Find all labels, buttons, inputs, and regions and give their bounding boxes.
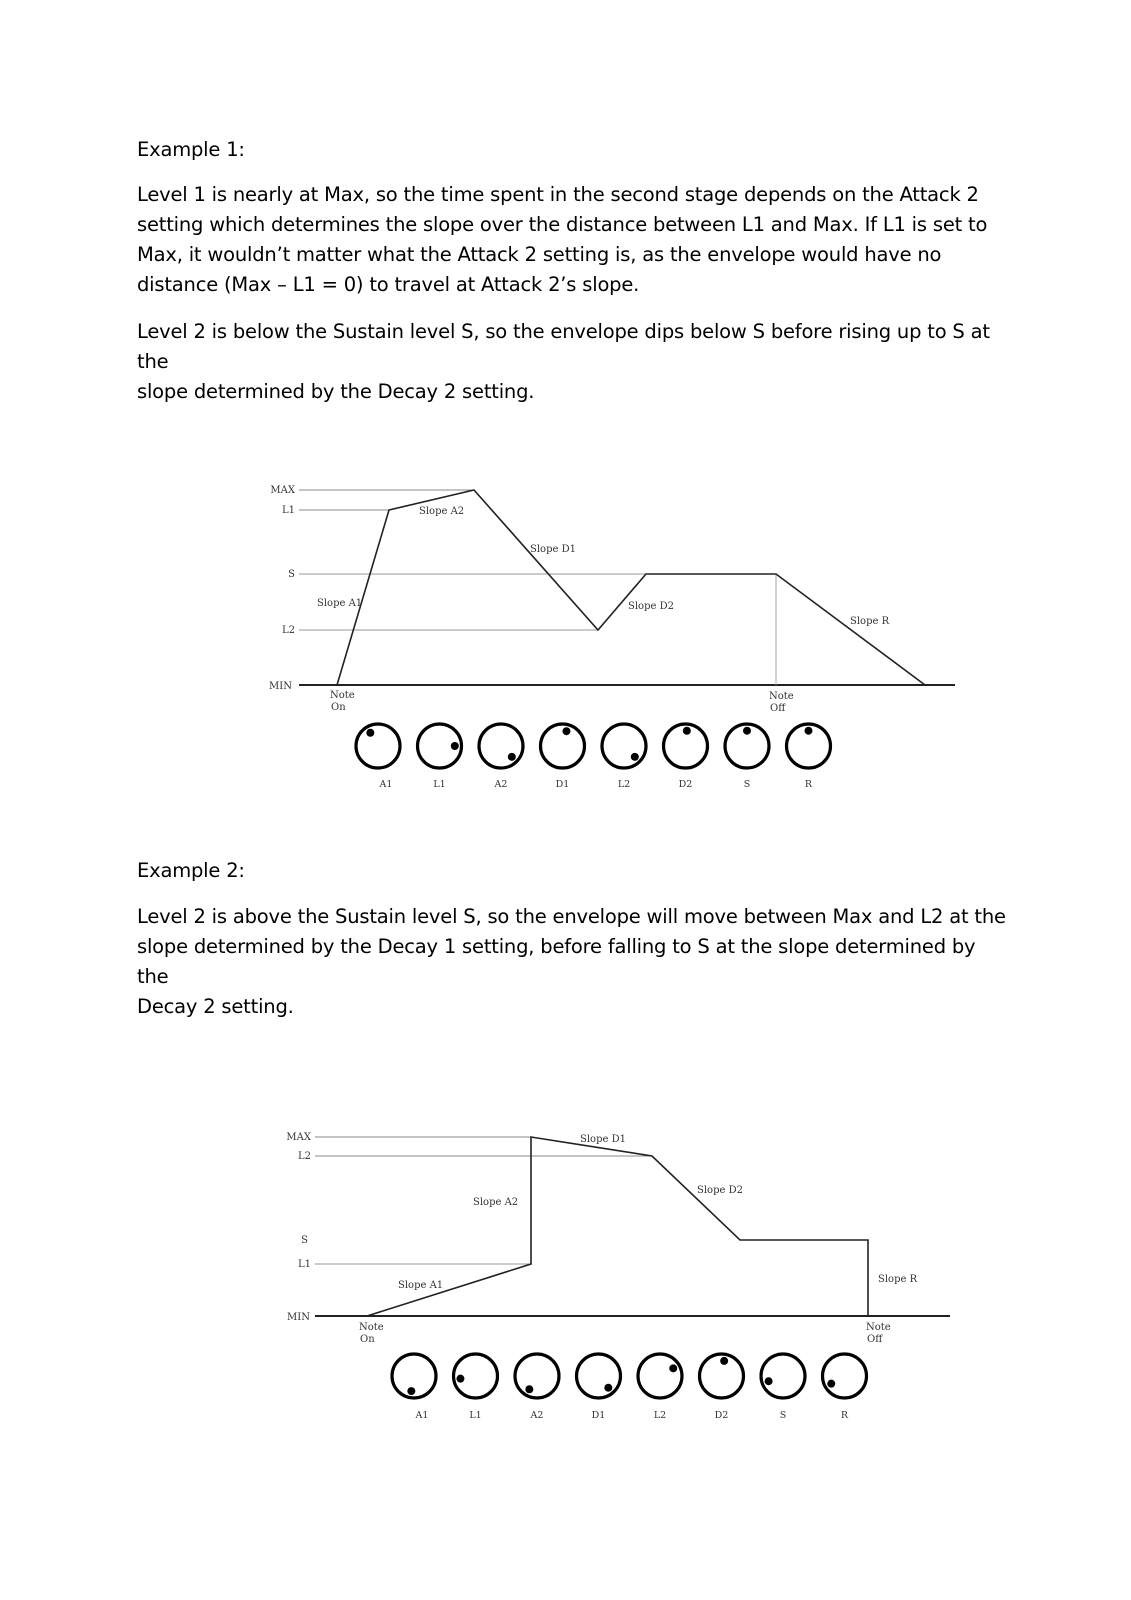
text-line: Level 2 is below the Sustain level S, so the envelope dips below S before rising up to S at the (137, 320, 990, 373)
knob-d2-indicator (720, 1357, 728, 1365)
knob-r-label: R (840, 1410, 849, 1421)
knob-s-indicator (765, 1377, 773, 1385)
knob-a2-label: A2 (530, 1410, 544, 1421)
knob-r-indicator (827, 1380, 835, 1388)
axis-label-max: MAX (286, 1132, 311, 1143)
axis-label-max: MAX (270, 485, 295, 496)
knob-a1-label: A1 (415, 1410, 429, 1421)
knob-row-2 (392, 1354, 867, 1421)
note-off-label-line2: Off (867, 1334, 883, 1345)
slope-r-label: Slope R (878, 1274, 918, 1285)
text-line: Max, it wouldn’t matter what the Attack 2 setting is, as the envelope would have no (137, 243, 942, 266)
text-line: Level 1 is nearly at Max, so the time spent in the second stage depends on the Attack 2 (137, 183, 979, 206)
knob-l1-label: L1 (433, 779, 446, 790)
slope-d1-label: Slope D1 (530, 544, 576, 555)
slope-r-label: Slope R (850, 616, 890, 627)
knob-s-ring (761, 1354, 805, 1398)
slope-a2-label: Slope A2 (473, 1197, 519, 1208)
text-line: slope determined by the Decay 2 setting. (137, 380, 535, 403)
slope-a2-label: Slope A2 (419, 506, 465, 517)
axis-label-min: MIN (269, 681, 292, 692)
slope-d1-label: Slope D1 (580, 1134, 626, 1145)
knob-a2-label: A2 (494, 779, 508, 790)
example1-heading: Example 1: (137, 138, 245, 161)
knob-a1-indicator (407, 1387, 415, 1395)
axis-label-s: S (288, 569, 295, 580)
axis-label-s: S (301, 1235, 308, 1246)
knob-l2-indicator (669, 1364, 677, 1372)
knob-d1-indicator (604, 1384, 612, 1392)
knob-l1-label: L1 (469, 1410, 482, 1421)
slope-d2-label: Slope D2 (697, 1185, 743, 1196)
note-on-label-line2: On (360, 1334, 375, 1345)
knob-l2-label: L2 (653, 1410, 667, 1421)
knob-s-label: S (779, 1410, 787, 1421)
note-on-label-line1: Note (359, 1322, 384, 1333)
text-line: setting which determines the slope over the distance between L1 and Max. If L1 is set to (137, 213, 988, 236)
text-line: distance (Max – L1 = 0) to travel at Attack 2’s slope. (137, 273, 640, 296)
axis-label-l2: L2 (297, 1151, 311, 1162)
note-off-label-line1: Note (769, 691, 794, 702)
knob-r-label: R (804, 779, 813, 790)
knob-d1-label: D1 (555, 779, 570, 790)
note-on-label-line2: On (331, 702, 346, 713)
knob-d2-label: D2 (678, 779, 693, 790)
text-line: Level 2 is above the Sustain level S, so the envelope will move between Max and L2 at the (137, 905, 1006, 928)
knob-a2-ring (515, 1354, 559, 1398)
slope-d2-label: Slope D2 (628, 601, 674, 612)
knob-a1-label: A1 (379, 779, 393, 790)
slope-a1-label: Slope A1 (317, 598, 363, 609)
note-on-label-line1: Note (330, 690, 355, 701)
text-line: slope determined by the Decay 1 setting, before falling to S at the slope determined by the (137, 935, 976, 988)
axis-label-l1: L1 (297, 1259, 311, 1270)
knob-l2-ring (638, 1354, 682, 1398)
note-off-label-line2: Off (770, 703, 786, 714)
knob-d1-ring (577, 1354, 621, 1398)
axis-label-l1: L1 (281, 505, 295, 516)
knob-s-label: S (743, 779, 751, 790)
note-off-label-line1: Note (866, 1322, 891, 1333)
axis-label-l2: L2 (281, 625, 295, 636)
knob-d2-label: D2 (714, 1410, 729, 1421)
axis-label-min: MIN (287, 1312, 310, 1323)
text-line: Decay 2 setting. (137, 995, 294, 1018)
example2-heading: Example 2: (137, 859, 245, 882)
knob-l1-indicator (456, 1375, 464, 1383)
knob-r-ring (823, 1354, 867, 1398)
knob-d1-label: D1 (591, 1410, 606, 1421)
knob-a2-indicator (525, 1385, 533, 1393)
knob-l2-label: L2 (617, 779, 631, 790)
slope-a1-label: Slope A1 (398, 1280, 444, 1291)
